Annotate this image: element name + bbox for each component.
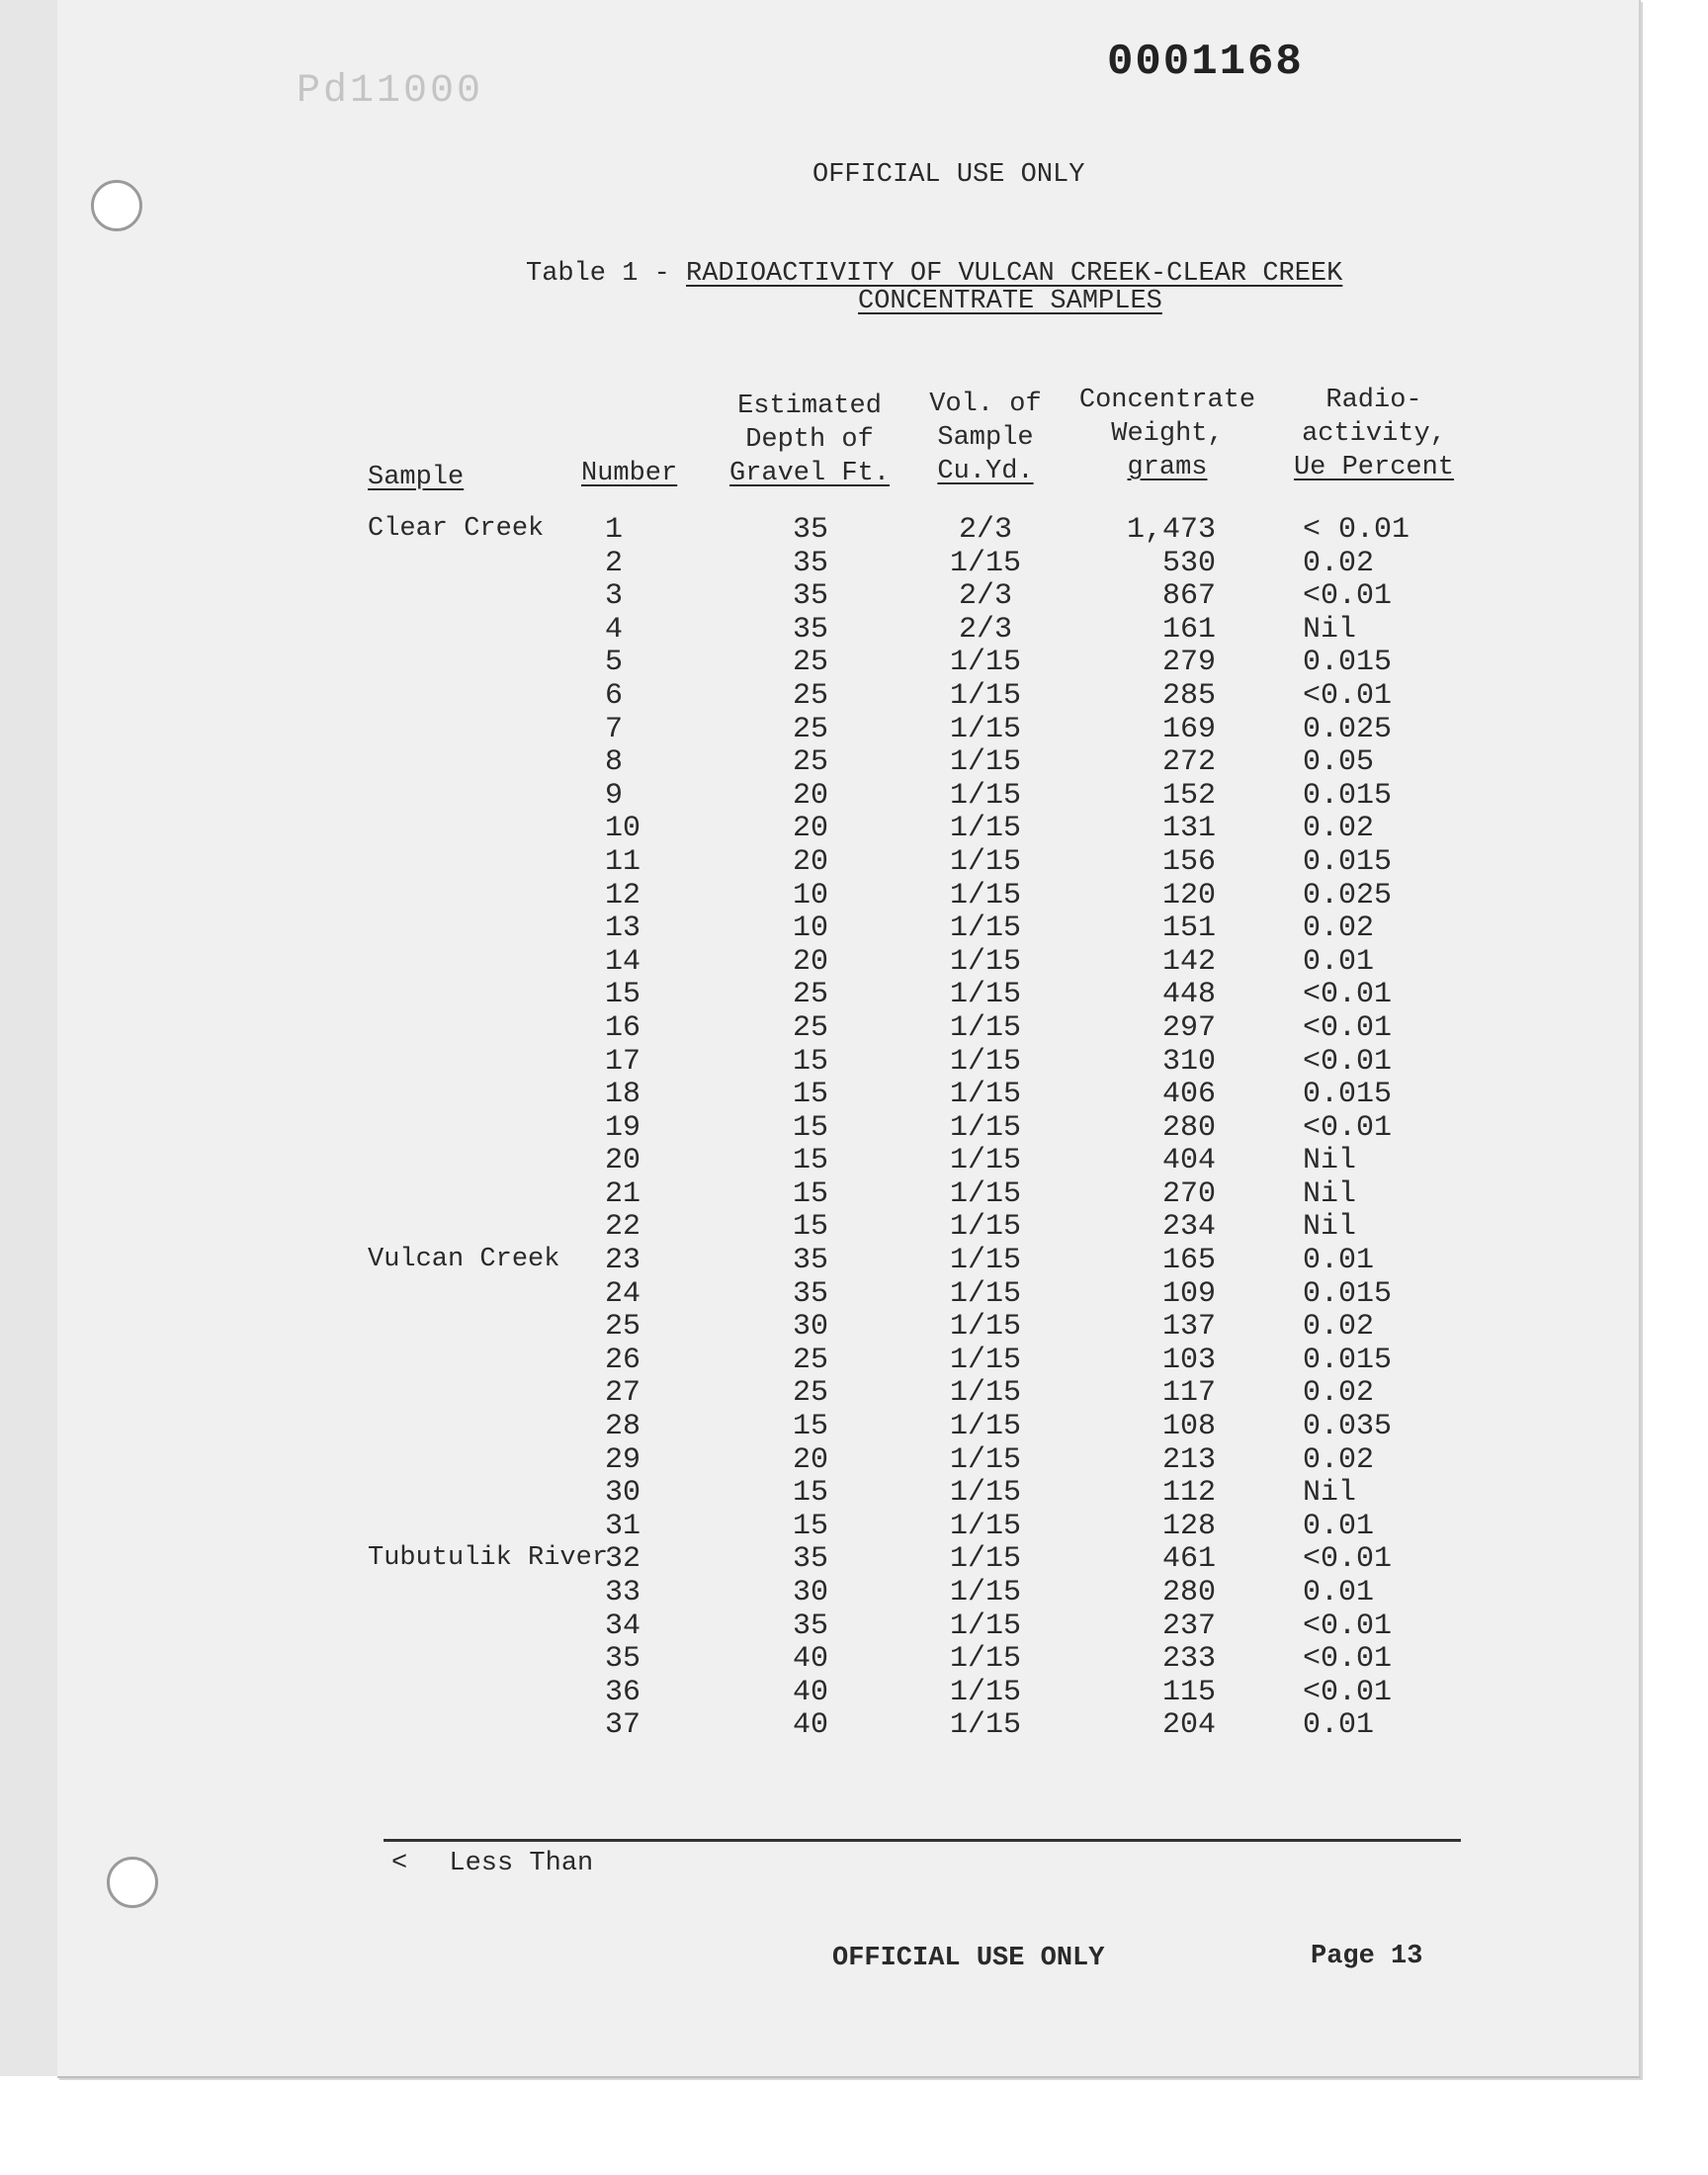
sample-number: 23: [605, 1244, 641, 1278]
table-row: [0, 946, 1708, 980]
concentrate-weight: 131: [1161, 812, 1216, 846]
sample-volume: 1/15: [949, 1642, 1021, 1677]
gravel-depth: 35: [792, 1244, 828, 1278]
radioactivity-value: Nil: [1303, 1144, 1357, 1178]
gravel-depth: 35: [792, 546, 828, 580]
sample-number: 7: [605, 712, 624, 746]
gravel-depth: 35: [792, 1276, 828, 1311]
radioactivity-value: <0.01: [1303, 1044, 1393, 1079]
radioactivity-value: 0.05: [1303, 745, 1375, 780]
sample-group-label: Clear Creek: [368, 514, 545, 544]
gravel-depth: 25: [792, 978, 828, 1012]
table-row: [0, 1610, 1708, 1644]
header-depth-line1: Estimated: [737, 392, 882, 421]
sample-number: 32: [605, 1542, 641, 1577]
sample-number: 5: [605, 646, 624, 680]
table-row: [0, 913, 1708, 946]
sample-volume: 1/15: [949, 1244, 1021, 1278]
table-row: [0, 1543, 1708, 1577]
gravel-depth: 15: [792, 1410, 828, 1444]
radioactivity-value: 0.02: [1303, 912, 1375, 946]
table-row: [0, 680, 1708, 714]
radioactivity-value: <0.01: [1303, 678, 1393, 713]
concentrate-weight: 152: [1161, 778, 1216, 813]
sample-number: 35: [605, 1642, 641, 1677]
table-row: [0, 1411, 1708, 1444]
radioactivity-value: 0.015: [1303, 1078, 1393, 1112]
sample-number: 24: [605, 1276, 641, 1311]
gravel-depth: 25: [792, 1376, 828, 1411]
gravel-depth: 15: [792, 1210, 828, 1245]
gravel-depth: 40: [792, 1675, 828, 1709]
sample-volume: 1/15: [949, 712, 1021, 746]
header-weight: [1073, 384, 1261, 484]
radioactivity-value: <0.01: [1303, 1609, 1393, 1643]
sample-number: 6: [605, 678, 624, 713]
gravel-depth: 15: [792, 1509, 828, 1543]
faded-bleed-number: Pd11000: [297, 69, 484, 114]
sample-volume: 1/15: [949, 1576, 1021, 1610]
header-number-label: Number: [581, 459, 678, 488]
table-row: [0, 1311, 1708, 1345]
sample-number: 36: [605, 1675, 641, 1709]
radioactivity-value: 0.015: [1303, 646, 1393, 680]
sample-volume: 2/3: [958, 612, 1012, 647]
sample-volume: 2/3: [958, 579, 1012, 614]
table-row: [0, 1677, 1708, 1710]
header-sample-label: Sample: [368, 463, 465, 492]
sample-number: 2: [605, 546, 624, 580]
classification-bottom: OFFICIAL USE ONLY: [832, 1944, 1105, 1973]
sample-volume: 1/15: [949, 1210, 1021, 1245]
gravel-depth: 35: [792, 579, 828, 614]
concentrate-weight: 448: [1161, 978, 1216, 1012]
concentrate-weight: 161: [1161, 612, 1216, 647]
concentrate-weight: 109: [1161, 1276, 1216, 1311]
header-radioactivity: [1285, 384, 1463, 484]
radioactivity-value: 0.02: [1303, 1310, 1375, 1345]
sample-number: 31: [605, 1509, 641, 1543]
concentrate-weight: 120: [1161, 878, 1216, 913]
concentrate-weight: 404: [1161, 1144, 1216, 1178]
sample-volume: 1/15: [949, 745, 1021, 780]
document-number: 0001168: [1107, 38, 1304, 87]
data-table-body: [0, 514, 1708, 1743]
sample-number: 26: [605, 1343, 641, 1377]
footnote-symbol: <: [391, 1849, 408, 1878]
gravel-depth: 15: [792, 1044, 828, 1079]
sample-number: 33: [605, 1576, 641, 1610]
sample-volume: 1/15: [949, 1410, 1021, 1444]
header-weight-line2: Weight,: [1111, 419, 1224, 449]
table-row: [0, 880, 1708, 914]
footnote: [391, 1849, 593, 1878]
gravel-depth: 15: [792, 1078, 828, 1112]
gravel-depth: 15: [792, 1110, 828, 1145]
concentrate-weight: 280: [1161, 1576, 1216, 1610]
gravel-depth: 40: [792, 1642, 828, 1677]
gravel-depth: 10: [792, 912, 828, 946]
sample-volume: 1/15: [949, 1078, 1021, 1112]
sample-number: 27: [605, 1376, 641, 1411]
concentrate-weight: 310: [1161, 1044, 1216, 1079]
sample-number: 12: [605, 878, 641, 913]
table-row: [0, 1079, 1708, 1112]
gravel-depth: 30: [792, 1576, 828, 1610]
radioactivity-value: 0.01: [1303, 1708, 1375, 1743]
sample-number: 4: [605, 612, 624, 647]
gravel-depth: 25: [792, 745, 828, 780]
concentrate-weight: 279: [1161, 646, 1216, 680]
sample-volume: 1/15: [949, 778, 1021, 813]
gravel-depth: 15: [792, 1144, 828, 1178]
concentrate-weight: 103: [1161, 1343, 1216, 1377]
concentrate-weight: 233: [1161, 1642, 1216, 1677]
radioactivity-value: 0.01: [1303, 944, 1375, 979]
page-number: Page 13: [1311, 1942, 1423, 1971]
table-row: [0, 714, 1708, 747]
radioactivity-value: <0.01: [1303, 1642, 1393, 1677]
concentrate-weight: 142: [1161, 944, 1216, 979]
table-row: [0, 1643, 1708, 1677]
gravel-depth: 25: [792, 1010, 828, 1045]
radioactivity-value: < 0.01: [1303, 513, 1410, 547]
sample-number: 29: [605, 1442, 641, 1477]
radioactivity-value: 0.025: [1303, 878, 1393, 913]
concentrate-weight: 128: [1161, 1509, 1216, 1543]
sample-volume: 1/15: [949, 1675, 1021, 1709]
classification-top: OFFICIAL USE ONLY: [812, 160, 1085, 190]
concentrate-weight: 867: [1161, 579, 1216, 614]
table-row: [0, 1511, 1708, 1544]
table-row: [0, 1278, 1708, 1312]
radioactivity-value: 0.01: [1303, 1244, 1375, 1278]
header-sample: [368, 461, 464, 494]
table-row: [0, 647, 1708, 680]
concentrate-weight: 237: [1161, 1609, 1216, 1643]
radioactivity-value: 0.025: [1303, 712, 1393, 746]
table-row: [0, 1211, 1708, 1245]
sample-number: 13: [605, 912, 641, 946]
sample-number: 20: [605, 1144, 641, 1178]
footnote-text: Less Than: [449, 1849, 594, 1878]
concentrate-weight: 285: [1161, 678, 1216, 713]
concentrate-weight: 117: [1161, 1376, 1216, 1411]
sample-volume: 1/15: [949, 1310, 1021, 1345]
table-title-line1: [526, 259, 1342, 289]
gravel-depth: 25: [792, 678, 828, 713]
table-row: [0, 514, 1708, 548]
sample-group-label: Tubutulik River: [368, 1543, 609, 1574]
gravel-depth: 30: [792, 1310, 828, 1345]
sample-volume: 1/15: [949, 844, 1021, 879]
concentrate-weight: 530: [1161, 546, 1216, 580]
header-volume-line2: Sample: [937, 423, 1034, 453]
header-volume-line1: Vol. of: [929, 390, 1042, 419]
radioactivity-value: 0.015: [1303, 778, 1393, 813]
radioactivity-value: <0.01: [1303, 1542, 1393, 1577]
concentrate-weight: 112: [1161, 1476, 1216, 1511]
table-row: [0, 1709, 1708, 1743]
radioactivity-value: 0.02: [1303, 1376, 1375, 1411]
sample-number: 11: [605, 844, 641, 879]
table-row: [0, 1345, 1708, 1378]
table-row: [0, 1245, 1708, 1278]
table-row: [0, 813, 1708, 846]
sample-volume: 1/15: [949, 912, 1021, 946]
header-radio-line3: Ue Percent: [1293, 453, 1455, 482]
header-radio-line1: Radio-: [1325, 386, 1422, 415]
gravel-depth: 40: [792, 1708, 828, 1743]
sample-number: 30: [605, 1476, 641, 1511]
table-row: [0, 1577, 1708, 1610]
sample-number: 37: [605, 1708, 641, 1743]
table-title-line2: CONCENTRATE SAMPLES: [858, 287, 1162, 316]
concentrate-weight: 1,473: [1126, 513, 1216, 547]
radioactivity-value: 0.02: [1303, 1442, 1375, 1477]
sample-volume: 1/15: [949, 1376, 1021, 1411]
radioactivity-value: 0.02: [1303, 546, 1375, 580]
gravel-depth: 35: [792, 513, 828, 547]
concentrate-weight: 204: [1161, 1708, 1216, 1743]
radioactivity-value: 0.02: [1303, 812, 1375, 846]
gravel-depth: 25: [792, 646, 828, 680]
header-weight-line1: Concentrate: [1078, 386, 1256, 415]
radioactivity-value: Nil: [1303, 1176, 1357, 1211]
radioactivity-value: <0.01: [1303, 1675, 1393, 1709]
sample-group-label: Vulcan Creek: [368, 1245, 560, 1275]
concentrate-weight: 461: [1161, 1542, 1216, 1577]
header-depth-line3: Gravel Ft.: [729, 459, 891, 488]
concentrate-weight: 272: [1161, 745, 1216, 780]
header-weight-line3: grams: [1127, 453, 1208, 482]
table-row: [0, 746, 1708, 780]
table-row: [0, 979, 1708, 1012]
gravel-depth: 15: [792, 1176, 828, 1211]
sample-volume: 1/15: [949, 546, 1021, 580]
sample-volume: 1/15: [949, 878, 1021, 913]
radioactivity-value: 0.01: [1303, 1509, 1375, 1543]
table-row: [0, 846, 1708, 880]
radioactivity-value: Nil: [1303, 1210, 1357, 1245]
table-row: [0, 1444, 1708, 1478]
sample-volume: 1/15: [949, 1144, 1021, 1178]
table-row: [0, 580, 1708, 614]
sample-volume: 2/3: [958, 513, 1012, 547]
table-row: [0, 1012, 1708, 1046]
radioactivity-value: 0.035: [1303, 1410, 1393, 1444]
sample-volume: 1/15: [949, 1476, 1021, 1511]
punch-hole-top: [91, 180, 142, 231]
header-radio-line2: activity,: [1302, 419, 1446, 449]
footnote-rule: [384, 1839, 1461, 1842]
sample-number: 22: [605, 1210, 641, 1245]
table-row: [0, 780, 1708, 814]
gravel-depth: 35: [792, 612, 828, 647]
sample-number: 34: [605, 1609, 641, 1643]
table-title-main: RADIOACTIVITY OF VULCAN CREEK-CLEAR CREEK: [686, 259, 1343, 289]
table-row: [0, 1046, 1708, 1080]
header-volume: [921, 388, 1050, 488]
gravel-depth: 25: [792, 712, 828, 746]
table-title-prefix: Table 1 -: [526, 259, 687, 289]
concentrate-weight: 169: [1161, 712, 1216, 746]
sample-volume: 1/15: [949, 1010, 1021, 1045]
sample-number: 28: [605, 1410, 641, 1444]
sample-number: 21: [605, 1176, 641, 1211]
concentrate-weight: 297: [1161, 1010, 1216, 1045]
gravel-depth: 10: [792, 878, 828, 913]
gravel-depth: 35: [792, 1542, 828, 1577]
table-row: [0, 614, 1708, 648]
concentrate-weight: 115: [1161, 1675, 1216, 1709]
gravel-depth: 20: [792, 844, 828, 879]
sample-number: 25: [605, 1310, 641, 1345]
sample-volume: 1/15: [949, 978, 1021, 1012]
sample-number: 16: [605, 1010, 641, 1045]
sample-number: 9: [605, 778, 624, 813]
gravel-depth: 15: [792, 1476, 828, 1511]
sample-number: 18: [605, 1078, 641, 1112]
sample-volume: 1/15: [949, 1343, 1021, 1377]
sample-volume: 1/15: [949, 1044, 1021, 1079]
punch-hole-bottom: [107, 1857, 158, 1908]
gravel-depth: 20: [792, 812, 828, 846]
table-row: [0, 1377, 1708, 1411]
sample-number: 1: [605, 513, 624, 547]
radioactivity-value: <0.01: [1303, 978, 1393, 1012]
radioactivity-value: 0.015: [1303, 1276, 1393, 1311]
sample-number: 14: [605, 944, 641, 979]
concentrate-weight: 270: [1161, 1176, 1216, 1211]
radioactivity-value: <0.01: [1303, 1010, 1393, 1045]
concentrate-weight: 108: [1161, 1410, 1216, 1444]
sample-volume: 1/15: [949, 1276, 1021, 1311]
sample-number: 17: [605, 1044, 641, 1079]
sample-volume: 1/15: [949, 944, 1021, 979]
sample-volume: 1/15: [949, 646, 1021, 680]
sample-volume: 1/15: [949, 1110, 1021, 1145]
sample-volume: 1/15: [949, 1176, 1021, 1211]
gravel-depth: 20: [792, 1442, 828, 1477]
concentrate-weight: 213: [1161, 1442, 1216, 1477]
sample-volume: 1/15: [949, 1442, 1021, 1477]
header-volume-line3: Cu.Yd.: [937, 457, 1034, 486]
header-number: [581, 457, 677, 490]
concentrate-weight: 137: [1161, 1310, 1216, 1345]
gravel-depth: 25: [792, 1343, 828, 1377]
radioactivity-value: <0.01: [1303, 1110, 1393, 1145]
sample-number: 19: [605, 1110, 641, 1145]
table-row: [0, 1112, 1708, 1146]
radioactivity-value: 0.01: [1303, 1576, 1375, 1610]
radioactivity-value: 0.015: [1303, 844, 1393, 879]
sample-volume: 1/15: [949, 1509, 1021, 1543]
gravel-depth: 20: [792, 778, 828, 813]
sample-number: 15: [605, 978, 641, 1012]
concentrate-weight: 151: [1161, 912, 1216, 946]
sample-number: 3: [605, 579, 624, 614]
gravel-depth: 20: [792, 944, 828, 979]
concentrate-weight: 406: [1161, 1078, 1216, 1112]
radioactivity-value: Nil: [1303, 612, 1357, 647]
concentrate-weight: 280: [1161, 1110, 1216, 1145]
radioactivity-value: Nil: [1303, 1476, 1357, 1511]
gravel-depth: 35: [792, 1609, 828, 1643]
table-row: [0, 548, 1708, 581]
radioactivity-value: <0.01: [1303, 579, 1393, 614]
table-row: [0, 1145, 1708, 1178]
header-depth: [729, 390, 890, 490]
sample-number: 8: [605, 745, 624, 780]
sample-volume: 1/15: [949, 1609, 1021, 1643]
sample-volume: 1/15: [949, 1708, 1021, 1743]
header-depth-line2: Depth of: [745, 425, 874, 455]
concentrate-weight: 234: [1161, 1210, 1216, 1245]
table-row: [0, 1477, 1708, 1511]
radioactivity-value: 0.015: [1303, 1343, 1393, 1377]
concentrate-weight: 165: [1161, 1244, 1216, 1278]
sample-volume: 1/15: [949, 1542, 1021, 1577]
sample-number: 10: [605, 812, 641, 846]
table-row: [0, 1178, 1708, 1212]
sample-volume: 1/15: [949, 678, 1021, 713]
concentrate-weight: 156: [1161, 844, 1216, 879]
sample-volume: 1/15: [949, 812, 1021, 846]
